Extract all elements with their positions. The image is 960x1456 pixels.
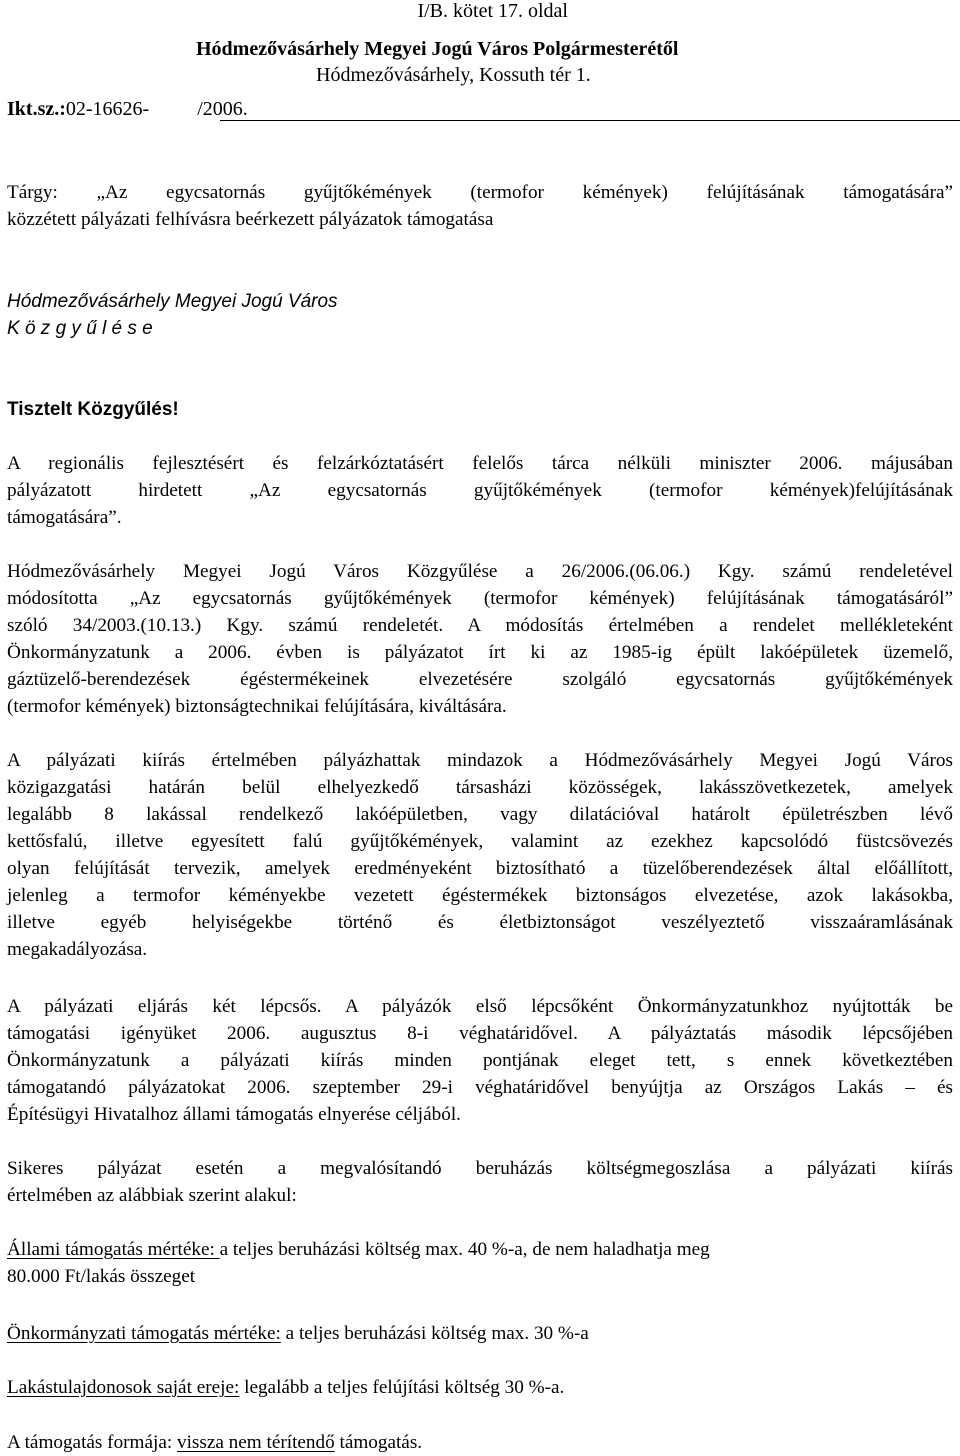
text-line: legalább 8 lakással rendelkező lakóépületben, vagy dilatációval határolt épületrészben lévő bbox=[7, 804, 953, 825]
state-funding-label: Állami támogatás mértéke: bbox=[7, 1239, 220, 1260]
text-line: megakadályozása. bbox=[7, 939, 148, 960]
text-line: A regionális fejlesztésért és felzárkóztatásért felelős tárca nélküli miniszter 2006. májusában bbox=[7, 453, 953, 474]
paragraph bbox=[7, 747, 953, 963]
addressee-line: Hódmezővásárhely Megyei Jogú Város bbox=[7, 291, 338, 312]
funding-form-suffix: támogatás. bbox=[334, 1432, 423, 1453]
owners-contribution bbox=[7, 1374, 953, 1401]
text-line: gáztüzelő-berendezések égéstermékeinek elvezetésére szolgáló egycsatornás gyűjtőkémények bbox=[7, 669, 953, 690]
text-line: értelmében az alábbiak szerint alakul: bbox=[7, 1185, 297, 1206]
funding-form-prefix: A támogatás formája: bbox=[7, 1432, 177, 1453]
text-line: módosította „Az egycsatornás gyűjtőkémények (termofor kémények) felújításának támogatásáról” bbox=[7, 588, 953, 609]
text-line: Sikeres pályázat esetén a megvalósítandó beruházás költségmegoszlása a pályázati kiírás bbox=[7, 1158, 953, 1179]
subject-line: Tárgy: „Az egycsatornás gyűjtőkémények (termofor kémények) felújításának támogatására” bbox=[7, 182, 953, 203]
municipal-funding-rate bbox=[7, 1320, 953, 1347]
text-line: közigazgatási határán belül elhelyezkedő társasházi közösségek, lakásszövetkezetek, amelyek bbox=[7, 777, 953, 798]
text-line: támogatására”. bbox=[7, 507, 122, 528]
reference-value: 02-16626- bbox=[65, 98, 150, 120]
text-line: jelenleg a termofor kéményekbe vezetett égéstermékek biztonságos elvezetése, azok lakásokba, bbox=[7, 885, 953, 906]
text-line: olyan felújítását tervezik, amelyek eredményeként biztosítható a tüzelőberendezések által előállított, bbox=[7, 858, 953, 879]
text-line: A pályázati eljárás két lépcsős. A pályázók első lépcsőként Önkormányzatunkhoz nyújtották be bbox=[7, 996, 953, 1017]
text-line: támogatandó pályázatokat 2006. szeptember 29-i véghatáridővel benyújtja az Országos Lakás – és bbox=[7, 1077, 953, 1098]
subject-line: közzétett pályázati felhívásra beérkezett pályázatok támogatása bbox=[7, 209, 494, 230]
addressee-block bbox=[7, 288, 953, 342]
issuer-address: Hódmezővásárhely, Kossuth tér 1. bbox=[316, 64, 591, 86]
text-line: illetve egyéb helyiségekbe történő és életbiztonságot veszélyeztető visszaáramlásának bbox=[7, 912, 953, 933]
state-funding-text-cont: 80.000 Ft/lakás összeget bbox=[7, 1266, 196, 1287]
municipal-funding-text: a teljes beruházási költség max. 30 %-a bbox=[280, 1323, 589, 1344]
text-line: pályázatott hirdetett „Az egycsatornás gyűjtőkémények (termofor kémények)felújításának bbox=[7, 480, 953, 501]
salutation: Tisztelt Közgyűlés! bbox=[7, 399, 179, 420]
text-line: Építésügyi Hivatalhoz állami támogatás elnyerése céljából. bbox=[7, 1104, 461, 1125]
paragraph bbox=[7, 993, 953, 1128]
header-divider bbox=[220, 120, 960, 121]
text-line: támogatási igényüket 2006. augusztus 8-i véghatáridővel. A pályáztatás második lépcsőjében bbox=[7, 1023, 953, 1044]
reference-number bbox=[7, 98, 248, 121]
state-funding-text: a teljes beruházási költség max. 40 %-a, de nem haladhatja meg bbox=[219, 1239, 710, 1260]
paragraph bbox=[7, 1155, 953, 1209]
owners-contribution-label: Lakástulajdonosok saját ereje: bbox=[7, 1377, 240, 1398]
volume-page-note: I/B. kötet 17. oldal bbox=[417, 0, 568, 22]
reference-label: Ikt.sz.: bbox=[7, 98, 66, 120]
text-line: Hódmezővásárhely Megyei Jogú Város Közgyűlése a 26/2006.(06.06.) Kgy. számú rendeletével bbox=[7, 561, 953, 582]
funding-form bbox=[7, 1429, 953, 1456]
text-line: A pályázati kiírás értelmében pályázhattak mindazok a Hódmezővásárhely Megyei Jogú Város bbox=[7, 750, 953, 771]
text-line: (termofor kémények) biztonságtechnikai felújítására, kiváltására. bbox=[7, 696, 507, 717]
municipal-funding-label: Önkormányzati támogatás mértéke: bbox=[7, 1323, 281, 1344]
text-line: Önkormányzatunk a pályázati kiírás minden pontjának eleget tett, s ennek következtében bbox=[7, 1050, 953, 1071]
state-funding-rate bbox=[7, 1236, 953, 1290]
text-line: Önkormányzatunk a 2006. évben is pályázatot írt ki az 1985-ig épült lakóépületek üzemelő, bbox=[7, 642, 953, 663]
issuer-name: Hódmezővásárhely Megyei Jogú Város Polgármesterétől bbox=[196, 38, 679, 60]
owners-contribution-text: legalább a teljes felújítási költség 30 %-a. bbox=[239, 1377, 565, 1398]
addressee-line: K ö z g y ű l é s e bbox=[7, 318, 153, 339]
paragraph bbox=[7, 450, 953, 531]
funding-form-value: vissza nem térítendő bbox=[176, 1432, 335, 1453]
text-line: szóló 34/2003.(10.13.) Kgy. számú rendeletét. A módosítás értelmében a rendelet mellékleteként bbox=[7, 615, 953, 636]
reference-year: /2006. bbox=[197, 98, 248, 120]
text-line: kettősfalú, illetve egyesített falú gyűjtőkémények, valamint az ezekhez kapcsolódó füstcsövezés bbox=[7, 831, 953, 852]
paragraph bbox=[7, 558, 953, 720]
subject-block bbox=[7, 179, 953, 233]
